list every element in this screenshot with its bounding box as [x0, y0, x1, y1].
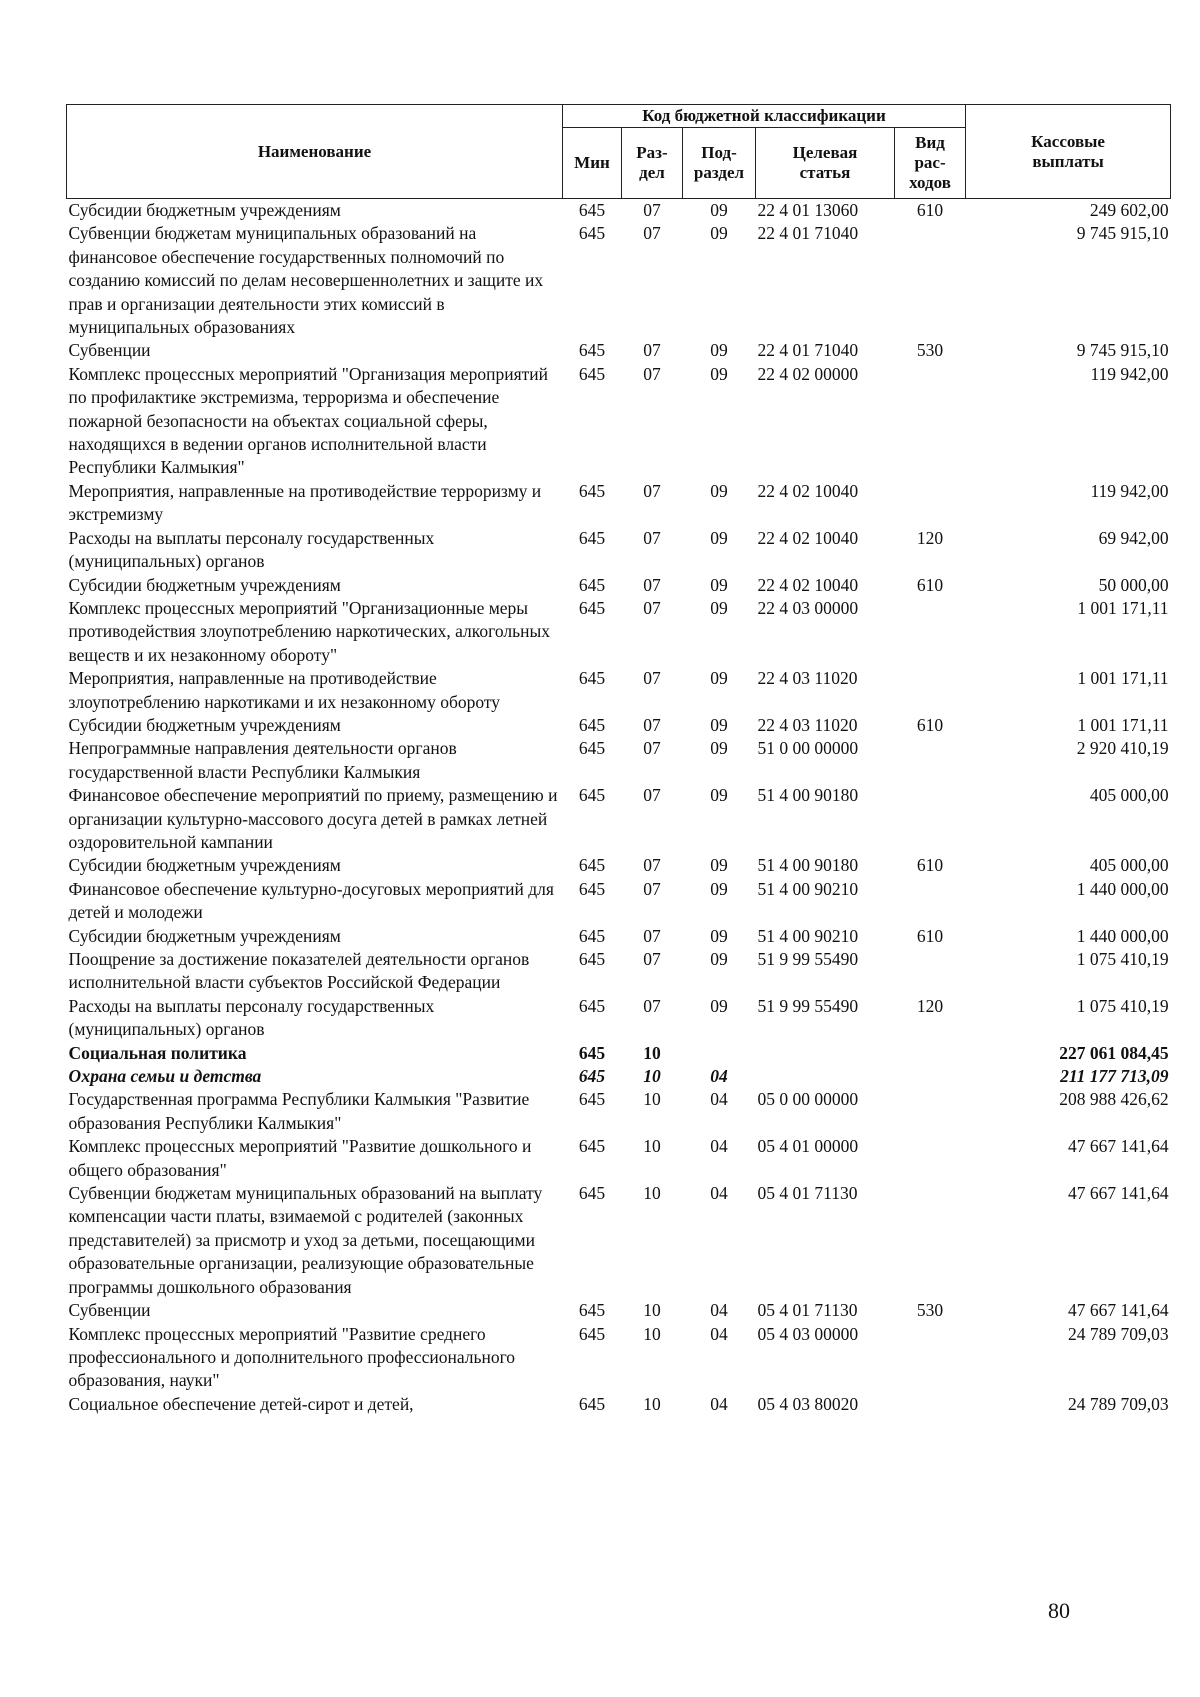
cell-name: Субвенции	[68, 340, 151, 361]
cell-vid	[895, 784, 966, 854]
cell-razdel: 10	[643, 1183, 661, 1204]
cell-vid	[895, 878, 966, 925]
cell-min: 645	[578, 855, 606, 876]
cell-name: Субвенции бюджетам муниципальных образований на финансовое обеспечение государственных полномочий по созданию комиссий по делам несовершеннолетних и защите их прав и организации деятельности этих комиссий в муниципальных образованиях	[68, 223, 544, 338]
cell-amount: 1 075 410,19	[1076, 949, 1169, 969]
cell-amount: 1 440 000,00	[1076, 878, 1169, 899]
cell-min: 645	[578, 925, 606, 946]
cell-amount: 211 177 713,09	[1060, 1066, 1169, 1087]
cell-min: 645	[578, 223, 606, 244]
cell-vid	[895, 480, 966, 527]
cell-razdel: 10	[643, 1300, 661, 1321]
cell-min: 645	[578, 1300, 606, 1321]
cell-razdel: 07	[643, 738, 661, 759]
cell-min: 645	[578, 574, 606, 595]
table-row	[67, 925, 1171, 948]
cell-name: Комплекс процессных мероприятий "Организация мероприятий по профилактике экстремизма, терроризма и обеспечение пожарной безопасности на объектах социальной сферы, находящихся в ведении органов исполнительной власти Республики Калмыкия"	[68, 363, 548, 478]
table-row	[67, 1065, 1171, 1088]
cell-name: Финансовое обеспечение культурно-досуговых мероприятий для детей и молодежи	[68, 878, 554, 923]
cell-amount: 249 602,00	[1089, 200, 1169, 220]
cell-name: Социальное обеспечение детей-сирот и детей,	[68, 1393, 414, 1414]
table-row	[67, 363, 1171, 480]
cell-podrazdel: 09	[710, 574, 728, 595]
cell-min: 645	[578, 1089, 606, 1110]
cell-vid: 120	[916, 995, 944, 1016]
cell-amount: 9 745 915,10	[1076, 223, 1169, 244]
cell-vid	[895, 667, 966, 714]
cell-razdel: 10	[643, 1323, 661, 1344]
cell-min: 645	[578, 1066, 606, 1087]
cell-podrazdel: 09	[710, 714, 728, 735]
table-row	[67, 1042, 1171, 1065]
table-row	[67, 480, 1171, 527]
cell-podrazdel	[683, 1042, 756, 1065]
page-number: 80	[1048, 1598, 1070, 1623]
cell-vid: 610	[916, 855, 944, 876]
header-razdel: Раз- дел	[622, 128, 683, 199]
cell-name: Государственная программа Республики Калмыкия "Развитие образования Республики Калмыкия"	[68, 1089, 530, 1133]
cell-min: 645	[578, 340, 606, 361]
cell-min: 645	[578, 1323, 606, 1344]
table-row	[67, 1182, 1171, 1299]
table-row	[67, 667, 1171, 714]
cell-vid	[895, 597, 966, 667]
cell-name: Расходы на выплаты персоналу государственных (муниципальных) органов	[68, 995, 435, 1040]
cell-min: 645	[578, 1042, 606, 1063]
cell-razdel: 07	[643, 878, 661, 899]
table-row	[67, 737, 1171, 784]
cell-target: 05 0 00 00000	[757, 1089, 859, 1110]
cell-vid	[895, 1088, 966, 1135]
cell-target: 05 4 03 80020	[757, 1393, 859, 1414]
cell-podrazdel: 09	[710, 223, 728, 244]
cell-vid	[895, 363, 966, 480]
table-row	[67, 878, 1171, 925]
cell-razdel: 10	[643, 1042, 661, 1063]
cell-min: 645	[578, 738, 606, 759]
cell-target: 22 4 01 13060	[757, 200, 859, 220]
cell-razdel: 07	[643, 527, 661, 548]
cell-podrazdel: 04	[710, 1393, 728, 1414]
cell-razdel: 07	[643, 340, 661, 361]
cell-razdel: 07	[643, 574, 661, 595]
header-name: Наименование	[67, 105, 563, 199]
cell-amount: 69 942,00	[1098, 527, 1169, 548]
cell-podrazdel: 04	[710, 1323, 728, 1344]
cell-target	[756, 1065, 895, 1088]
cell-amount: 1 001 171,11	[1077, 597, 1169, 618]
cell-min: 645	[578, 668, 606, 689]
cell-vid: 610	[916, 925, 944, 946]
cell-min: 645	[578, 597, 606, 618]
cell-target: 05 4 01 71130	[757, 1183, 858, 1204]
cell-name: Субсидии бюджетным учреждениям	[68, 714, 341, 735]
cell-podrazdel: 04	[710, 1183, 728, 1204]
budget-table	[66, 104, 1171, 1416]
cell-vid: 530	[916, 1300, 944, 1321]
cell-razdel: 07	[643, 714, 661, 735]
header-code-group: Код бюджетной классификации	[563, 105, 966, 128]
cell-target: 22 4 02 10040	[757, 480, 859, 501]
header-podrazdel: Под- раздел	[683, 128, 756, 199]
header-vid: Вид рас- ходов	[895, 128, 966, 199]
table-row	[67, 199, 1171, 223]
cell-amount: 9 745 915,10	[1076, 340, 1169, 361]
cell-razdel: 07	[643, 668, 661, 689]
cell-target: 22 4 01 71040	[757, 223, 859, 244]
table-row	[67, 1393, 1171, 1416]
cell-amount: 227 061 084,45	[1059, 1042, 1169, 1063]
cell-name: Субсидии бюджетным учреждениям	[68, 925, 341, 946]
cell-podrazdel: 09	[710, 200, 728, 220]
cell-amount: 405 000,00	[1089, 855, 1169, 876]
cell-name: Социальная политика	[68, 1042, 247, 1063]
table-row	[67, 1135, 1171, 1182]
cell-podrazdel: 04	[710, 1089, 728, 1110]
table-row	[67, 527, 1171, 574]
cell-amount: 47 667 141,64	[1067, 1183, 1169, 1204]
cell-name: Поощрение за достижение показателей деятельности органов исполнительной власти субъектов Российской Федерации	[68, 949, 530, 993]
cell-amount: 47 667 141,64	[1067, 1300, 1169, 1321]
cell-razdel: 10	[643, 1089, 661, 1110]
cell-name: Субвенции бюджетам муниципальных образований на выплату компенсации части платы, взимаемой с родителей (законных представителей) за присмотр и уход за детьми, посещающими образовательные организации, реализующие образовательные программы дошкольного образования	[68, 1183, 543, 1297]
cell-target: 05 4 03 00000	[757, 1323, 859, 1344]
cell-min: 645	[578, 1136, 606, 1157]
cell-target: 51 4 00 90210	[757, 925, 859, 946]
cell-vid	[895, 948, 966, 995]
cell-podrazdel: 09	[710, 995, 728, 1016]
cell-amount: 50 000,00	[1098, 574, 1169, 595]
table-row	[67, 854, 1171, 877]
cell-podrazdel: 04	[710, 1300, 728, 1321]
cell-podrazdel: 09	[710, 668, 728, 689]
header-target: Целевая статья	[756, 128, 895, 199]
cell-name: Субсидии бюджетным учреждениям	[68, 200, 341, 220]
cell-name: Мероприятия, направленные на противодействие злоупотреблению наркотиками и их незаконному обороту	[68, 668, 501, 712]
table-row	[67, 784, 1171, 854]
cell-razdel: 10	[643, 1136, 661, 1157]
cell-name: Субвенции	[68, 1300, 151, 1321]
cell-podrazdel: 09	[710, 925, 728, 946]
cell-amount: 405 000,00	[1089, 785, 1169, 806]
header-amount: Кассовые выплаты	[966, 105, 1171, 199]
cell-podrazdel: 09	[710, 878, 728, 899]
table-row	[67, 574, 1171, 597]
cell-vid: 610	[916, 714, 944, 735]
cell-amount: 24 789 709,03	[1067, 1323, 1169, 1344]
cell-target: 22 4 02 10040	[757, 574, 859, 595]
table-row	[67, 1299, 1171, 1322]
cell-amount: 24 789 709,03	[1067, 1393, 1169, 1414]
cell-vid	[895, 1135, 966, 1182]
cell-target: 22 4 01 71040	[757, 340, 859, 361]
table-row	[67, 1323, 1171, 1393]
cell-name: Комплекс процессных мероприятий "Организационные меры противодействия злоупотреблению наркотических, алкогольных веществ и их незаконному обороту"	[68, 597, 550, 665]
cell-razdel: 07	[643, 597, 661, 618]
cell-target: 22 4 03 00000	[757, 597, 859, 618]
cell-razdel: 10	[643, 1066, 661, 1087]
cell-vid: 610	[916, 200, 944, 220]
cell-min: 645	[578, 949, 606, 969]
cell-target: 22 4 03 11020	[757, 714, 858, 735]
cell-podrazdel: 09	[710, 855, 728, 876]
table-header	[67, 105, 1171, 199]
table-row	[67, 1088, 1171, 1135]
cell-vid: 530	[916, 340, 944, 361]
cell-razdel: 07	[643, 855, 661, 876]
cell-amount: 47 667 141,64	[1067, 1136, 1169, 1157]
cell-amount: 1 001 171,11	[1077, 668, 1169, 689]
cell-amount: 1 001 171,11	[1077, 714, 1169, 735]
table-body	[67, 199, 1171, 1417]
cell-razdel: 07	[643, 995, 661, 1016]
cell-target: 51 0 00 00000	[757, 738, 859, 759]
cell-min: 645	[578, 878, 606, 899]
cell-target: 51 4 00 90210	[757, 878, 859, 899]
cell-amount: 119 942,00	[1090, 363, 1169, 384]
cell-min: 645	[578, 1393, 606, 1414]
cell-razdel: 07	[643, 223, 661, 244]
cell-vid: 610	[916, 574, 944, 595]
cell-min: 645	[578, 1183, 606, 1204]
cell-target: 51 4 00 90180	[757, 785, 859, 806]
cell-vid	[895, 1323, 966, 1393]
cell-razdel: 07	[643, 363, 661, 384]
cell-podrazdel: 09	[710, 340, 728, 361]
cell-vid	[895, 1065, 966, 1088]
cell-amount: 208 988 426,62	[1059, 1089, 1169, 1110]
table-row	[67, 995, 1171, 1042]
cell-target: 51 9 99 55490	[757, 949, 859, 969]
cell-min: 645	[578, 714, 606, 735]
cell-podrazdel: 04	[710, 1066, 728, 1087]
cell-min: 645	[578, 200, 606, 220]
cell-min: 645	[578, 995, 606, 1016]
table-row	[67, 714, 1171, 737]
cell-min: 645	[578, 527, 606, 548]
cell-razdel: 07	[643, 949, 661, 969]
cell-vid	[895, 737, 966, 784]
cell-name: Непрограммные направления деятельности органов государственной власти Республики Калмыкия	[68, 738, 457, 782]
cell-podrazdel: 04	[710, 1136, 728, 1157]
table-row	[67, 597, 1171, 667]
cell-razdel: 07	[643, 785, 661, 806]
cell-razdel: 07	[643, 480, 661, 501]
cell-amount: 119 942,00	[1090, 480, 1169, 501]
cell-amount: 1 440 000,00	[1076, 925, 1169, 946]
cell-name: Субсидии бюджетным учреждениям	[68, 855, 341, 876]
cell-target: 51 9 99 55490	[757, 995, 859, 1016]
table-row	[67, 222, 1171, 339]
cell-podrazdel: 09	[710, 527, 728, 548]
cell-min: 645	[578, 480, 606, 501]
cell-target: 05 4 01 00000	[757, 1136, 859, 1157]
cell-podrazdel: 09	[710, 785, 728, 806]
cell-name: Финансовое обеспечение мероприятий по приему, размещению и организации культурно-массового досуга детей в рамках летней оздоровительной кампании	[68, 785, 558, 852]
cell-podrazdel: 09	[710, 480, 728, 501]
cell-target: 51 4 00 90180	[757, 855, 859, 876]
cell-min: 645	[578, 785, 606, 806]
cell-amount: 1 075 410,19	[1076, 995, 1169, 1016]
table-row	[67, 339, 1171, 362]
cell-vid	[895, 1393, 966, 1416]
cell-podrazdel: 09	[710, 738, 728, 759]
cell-name: Охрана семьи и детства	[68, 1066, 262, 1087]
header-min: Мин	[563, 128, 622, 199]
table-row	[67, 948, 1171, 995]
cell-target: 05 4 01 71130	[757, 1300, 858, 1321]
cell-target	[756, 1042, 895, 1065]
cell-name: Комплекс процессных мероприятий "Развитие среднего профессионального и дополнительного профессионального образования, науки"	[68, 1323, 516, 1391]
cell-razdel: 07	[643, 200, 661, 220]
cell-name: Мероприятия, направленные на противодействие терроризму и экстремизму	[68, 480, 542, 525]
cell-vid	[895, 222, 966, 339]
cell-podrazdel: 09	[710, 949, 728, 969]
cell-target: 22 4 02 00000	[757, 363, 859, 384]
cell-target: 22 4 02 10040	[757, 527, 859, 548]
cell-min: 645	[578, 363, 606, 384]
cell-vid	[895, 1182, 966, 1299]
cell-vid: 120	[916, 527, 944, 548]
cell-name: Комплекс процессных мероприятий "Развитие дошкольного и общего образования"	[68, 1136, 532, 1180]
cell-amount: 2 920 410,19	[1076, 738, 1169, 759]
cell-target: 22 4 03 11020	[757, 668, 858, 689]
cell-razdel: 10	[643, 1393, 661, 1414]
cell-vid	[895, 1042, 966, 1065]
cell-podrazdel: 09	[710, 597, 728, 618]
cell-name: Субсидии бюджетным учреждениям	[68, 574, 341, 595]
cell-podrazdel: 09	[710, 363, 728, 384]
cell-name: Расходы на выплаты персоналу государственных (муниципальных) органов	[68, 527, 435, 572]
cell-razdel: 07	[643, 925, 661, 946]
